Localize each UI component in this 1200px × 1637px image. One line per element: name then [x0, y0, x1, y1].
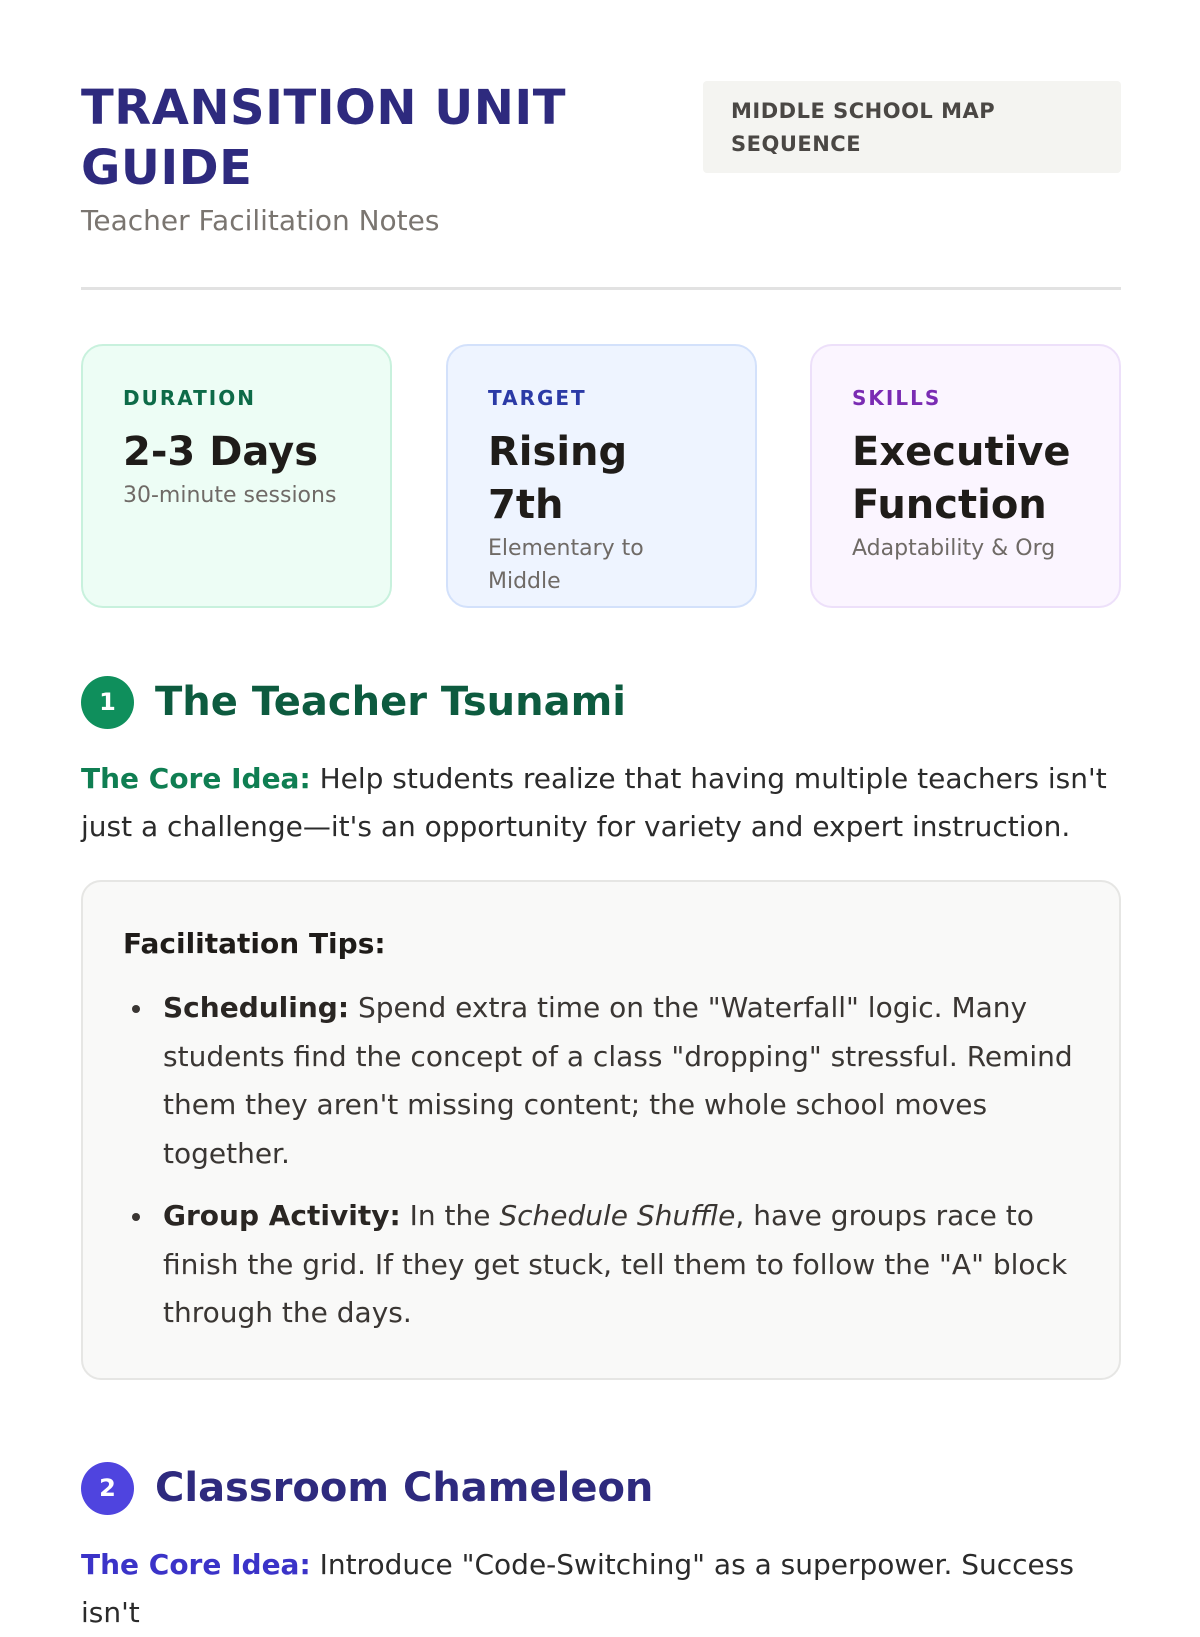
- tip-label: Scheduling:: [163, 991, 350, 1024]
- card-label: TARGET: [488, 386, 587, 410]
- card-label: DURATION: [123, 386, 256, 410]
- section-title: The Teacher Tsunami: [155, 679, 626, 725]
- tips-list: [123, 984, 1079, 1338]
- duration-card: [81, 344, 392, 608]
- tips-title: Facilitation Tips:: [123, 927, 386, 960]
- card-note: Elementary to Middle: [488, 536, 644, 594]
- core-idea-1: [81, 755, 1121, 851]
- card-note: Adaptability & Org: [852, 536, 1056, 561]
- core-idea-2: [81, 1541, 1121, 1637]
- tip-text: Spend extra time on the "Waterfall" logic. Many students find the concept of a class "dropping" stressful. Remind them they aren't missing content; the whole school moves together.: [163, 991, 1073, 1170]
- core-idea-label: The Core Idea:: [81, 762, 311, 795]
- core-idea-label: The Core Idea:: [81, 1548, 311, 1581]
- card-label: SKILLS: [852, 386, 942, 410]
- summary-cards: [81, 344, 1121, 608]
- header-divider: [81, 287, 1121, 290]
- page-header: [81, 78, 1121, 248]
- section-number-badge: 1: [81, 676, 134, 729]
- tip-text: In the: [409, 1199, 491, 1232]
- card-value: Rising 7th: [488, 429, 628, 528]
- tip-label: Group Activity:: [163, 1199, 401, 1232]
- tip-text: , have groups race to finish the grid. If they get stuck, tell them to follow the "A" block through the days.: [163, 1199, 1068, 1329]
- card-value: Executive Function: [852, 429, 1071, 528]
- card-value: 2-3 Days: [123, 429, 319, 475]
- card-note: 30-minute sessions: [123, 483, 337, 508]
- target-card: [446, 344, 757, 608]
- section-number-badge: 2: [81, 1462, 134, 1515]
- page-subtitle: Teacher Facilitation Notes: [81, 204, 440, 237]
- core-idea-text: Introduce "Code-Switching" as a superpower. Success isn't: [81, 1548, 1074, 1629]
- list-item: [123, 984, 1079, 1178]
- page-title: TRANSITION UNIT GUIDE: [81, 80, 566, 196]
- core-idea-text: Help students realize that having multiple teachers isn't just a challenge—it's an opportunity for variety and expert instruction.: [81, 762, 1107, 843]
- tip-emphasis: Schedule Shuffle: [499, 1199, 736, 1232]
- section-title: Classroom Chameleon: [155, 1465, 654, 1511]
- sequence-badge: MIDDLE SCHOOL MAP SEQUENCE: [703, 81, 1121, 173]
- facilitation-tips-box: [81, 880, 1121, 1380]
- skills-card: [810, 344, 1121, 608]
- list-item: [123, 1192, 1079, 1338]
